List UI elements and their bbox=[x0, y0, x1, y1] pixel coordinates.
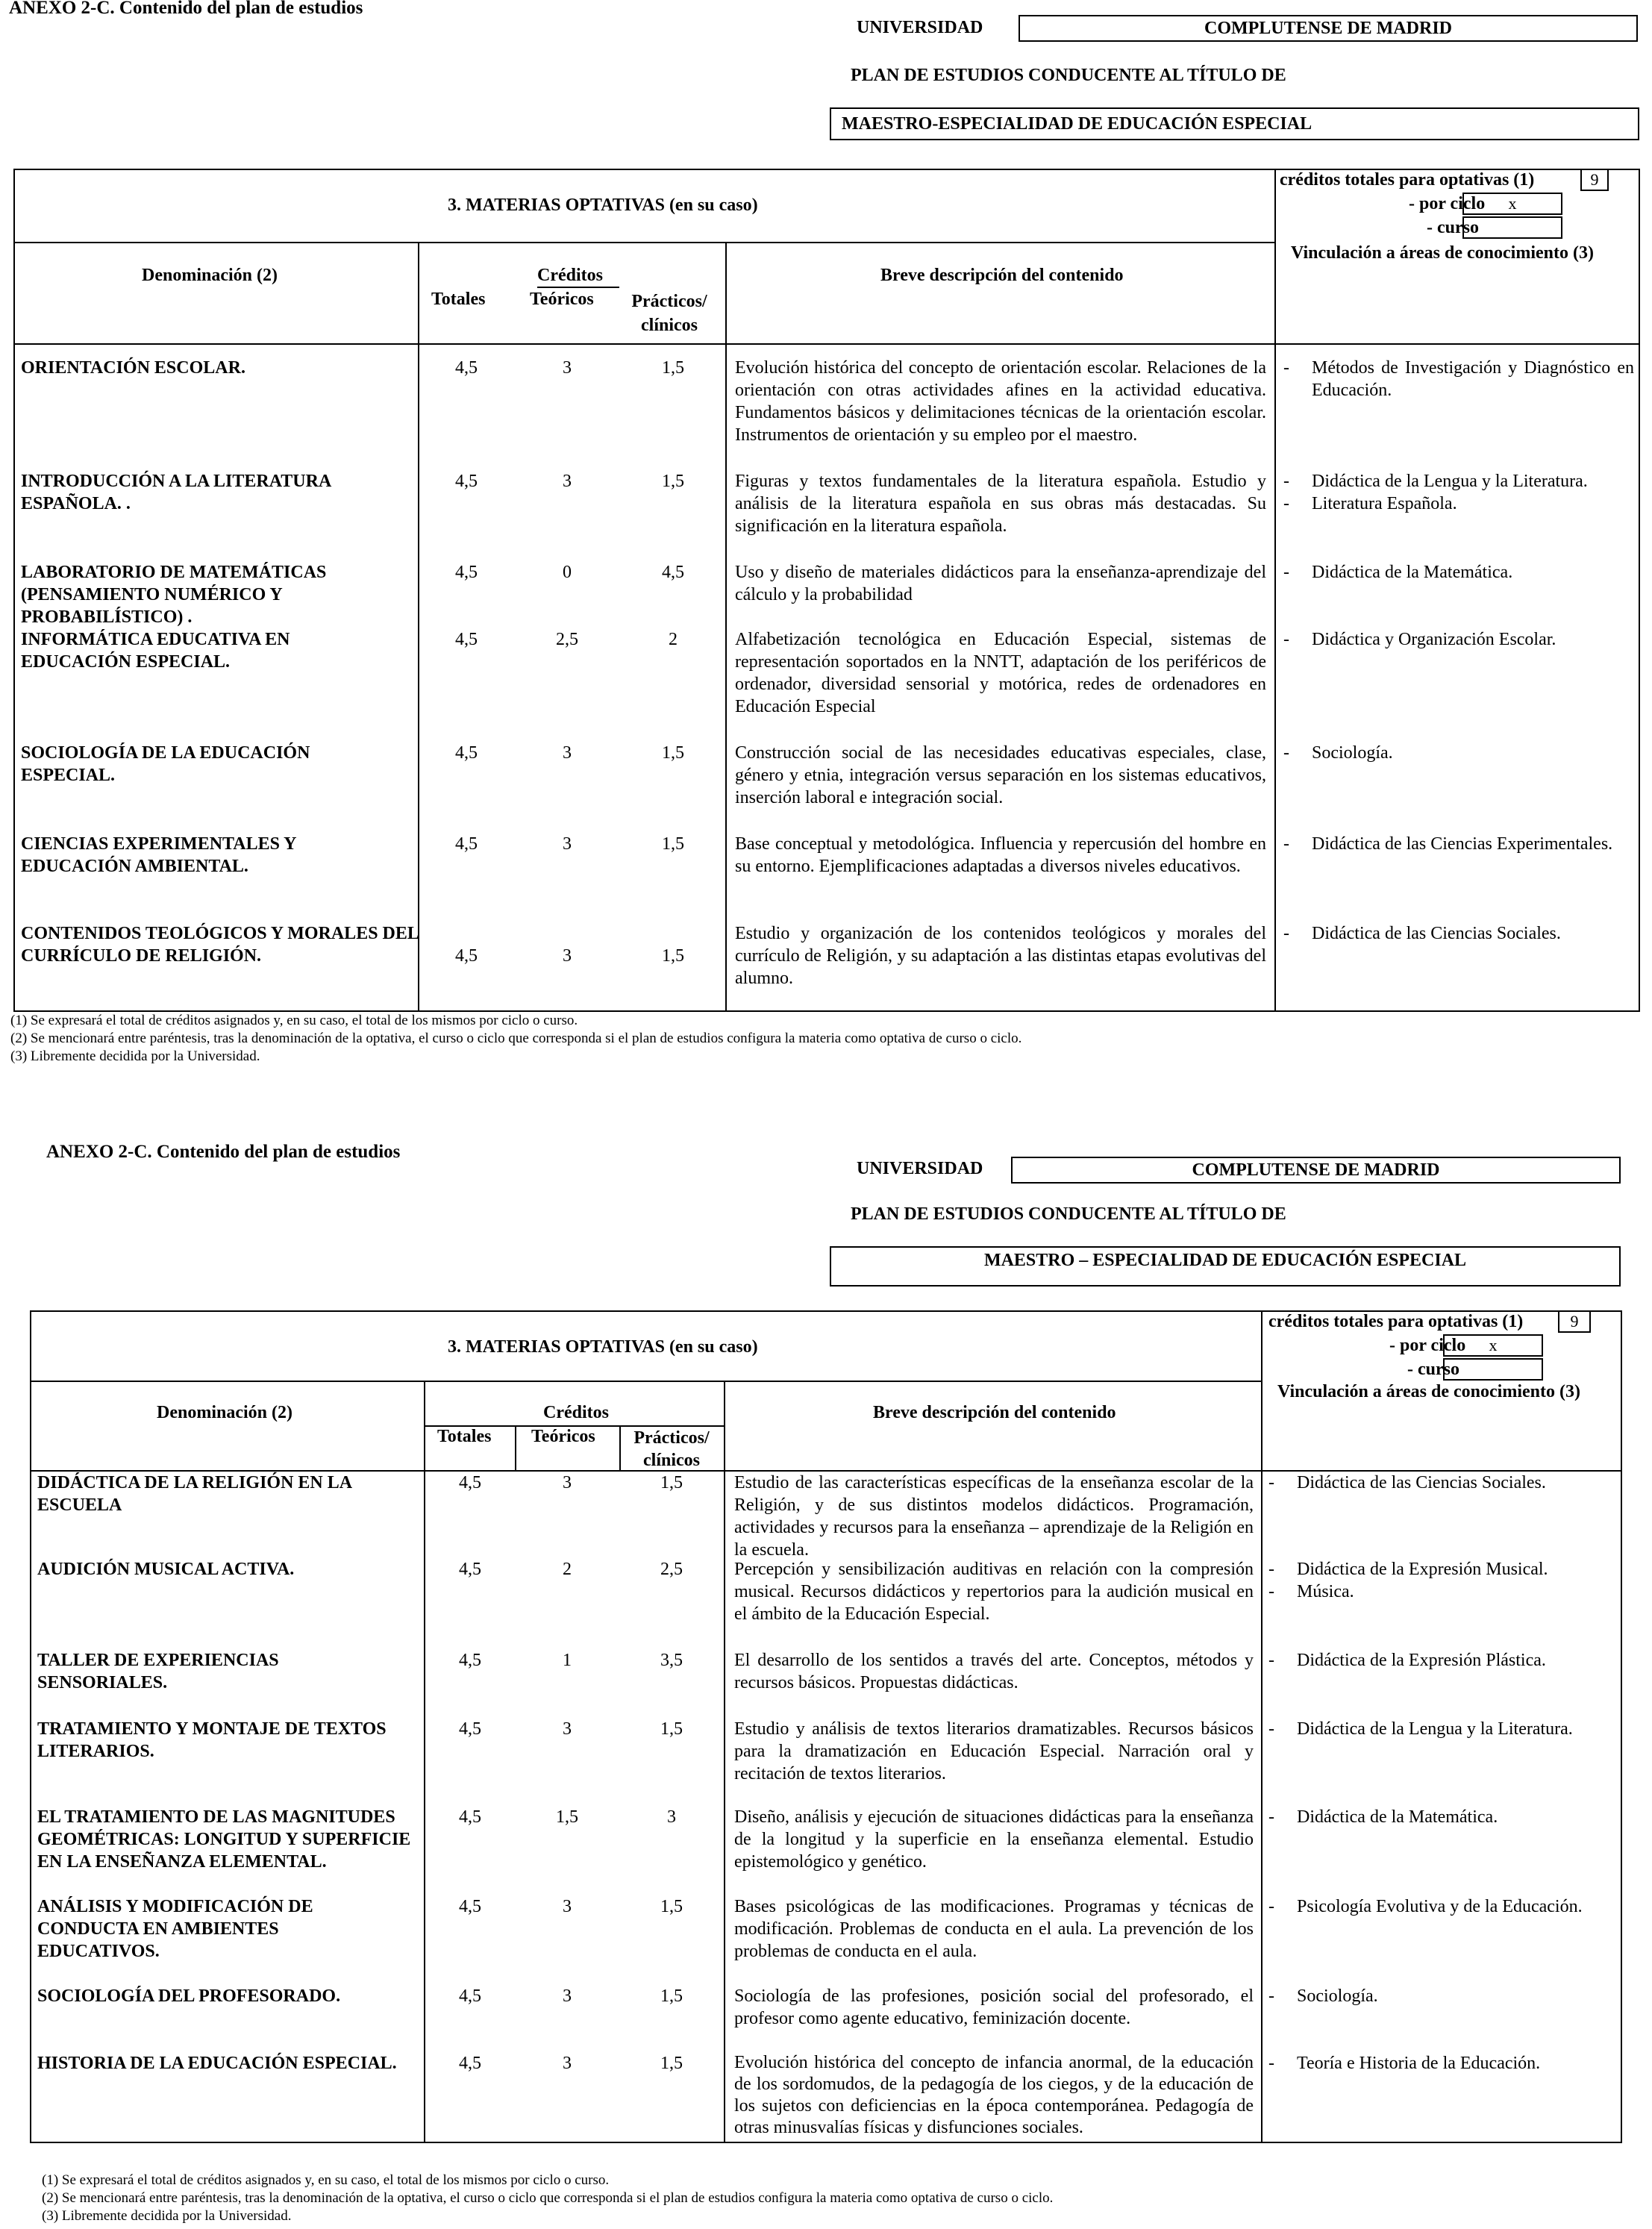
col-teoricos: Teóricos bbox=[531, 1427, 595, 1446]
table-row-description: Diseño, análisis y ejecución de situaciones didácticas para la enseñanza de la longitud y la superficie en la enseñanza elemental. Estudio epistemológico y genético. bbox=[734, 1807, 1254, 1872]
per-course-value bbox=[1462, 216, 1562, 239]
area-text: Didáctica de la Expresión Musical. bbox=[1297, 1560, 1548, 1579]
table-row-teoricos: 3 bbox=[563, 1986, 572, 2006]
area-text: Didáctica de la Lengua y la Literatura. bbox=[1312, 472, 1588, 491]
table-row-totales: 4,5 bbox=[459, 1651, 481, 1670]
credits-total-label: créditos totales para optativas (1) bbox=[1268, 1312, 1524, 1331]
table-row-name: INTRODUCCIÓN A LA LITERATURA ESPAÑOLA. . bbox=[21, 472, 331, 513]
table-row-teoricos: 3 bbox=[563, 1473, 572, 1492]
footnote: (2) Se mencionará entre paréntesis, tras la denominación de la optativa, el curso o ciclo que corresponda si el plan de estudios configura la materia como optativa de curso o ciclo. bbox=[10, 1031, 1022, 1046]
table-row-practicos: 3 bbox=[667, 1807, 676, 1827]
col-practicos: Prácticos/ clínicos bbox=[633, 1428, 710, 1470]
table-row-description: Bases psicológicas de las modificaciones. Programas y técnicas de modificación. Problemas de conducta en el aula. La prevención de los problemas de conducta en el aula. bbox=[734, 1897, 1254, 1961]
area-text: Didáctica de la Matemática. bbox=[1312, 563, 1513, 582]
col-denominacion: Denominación (2) bbox=[157, 1403, 292, 1422]
area-text: Teoría e Historia de la Educación. bbox=[1297, 2054, 1541, 2073]
footnotes bbox=[42, 2172, 1624, 2225]
area-text: Sociología. bbox=[1297, 1986, 1378, 2006]
col-descripcion: Breve descripción del contenido bbox=[873, 1403, 1116, 1422]
table-row-practicos: 3,5 bbox=[660, 1651, 683, 1670]
table-row-teoricos: 3 bbox=[563, 834, 572, 854]
table-row-teoricos: 3 bbox=[563, 1897, 572, 1916]
table-row-teoricos: 1,5 bbox=[556, 1807, 578, 1827]
table-row-practicos: 4,5 bbox=[662, 563, 684, 582]
table-row-totales: 4,5 bbox=[459, 2054, 481, 2073]
table-row-totales: 4,5 bbox=[455, 834, 478, 854]
table-row-teoricos: 3 bbox=[563, 358, 572, 378]
col-totales: Totales bbox=[437, 1427, 492, 1446]
table-row-teoricos: 2,5 bbox=[556, 630, 578, 649]
table-row-area: - Didáctica y Organización Escolar. bbox=[1283, 628, 1634, 651]
table-row-totales: 4,5 bbox=[455, 743, 478, 763]
col-creditos: Créditos bbox=[537, 266, 603, 285]
area-text: Métodos de Investigación y Diagnóstico en Educación. bbox=[1312, 358, 1634, 400]
table-row-description: Estudio de las características específicas de la enseñanza escolar de la Religión, y de sus distintos modelos didácticos. Programación, actividades y recursos para la enseñanza – aprendizaje de la Religión en la escuela. bbox=[734, 1473, 1254, 1560]
table-row-area: - Didáctica de las Ciencias Experimentales. bbox=[1283, 833, 1634, 855]
section-title: 3. MATERIAS OPTATIVAS (en su caso) bbox=[448, 1337, 758, 1357]
table-row-name: SOCIOLOGÍA DEL PROFESORADO. bbox=[37, 1986, 341, 2006]
table-row-description: Uso y diseño de materiales didácticos para la enseñanza-aprendizaje del cálculo y la probabilidad bbox=[735, 563, 1266, 604]
table-row-description: Sociología de las profesiones, posición social del profesorado, el profesor como agente educativo, feminización docente. bbox=[734, 1986, 1254, 2028]
table-row-area: - Didáctica de las Ciencias Sociales. bbox=[1283, 922, 1634, 945]
table-row-area: - Psicología Evolutiva y de la Educación. bbox=[1268, 1895, 1618, 1918]
area-text: Música. bbox=[1297, 1582, 1354, 1601]
area-text: Didáctica de las Ciencias Sociales. bbox=[1297, 1473, 1546, 1492]
credits-total-value: 9 bbox=[1558, 1310, 1591, 1333]
degree-box: MAESTRO – ESPECIALIDAD DE EDUCACIÓN ESPECIAL bbox=[830, 1246, 1621, 1287]
table-row-description: Figuras y textos fundamentales de la literatura española. Estudio y análisis de la literatura española en sus obras más destacadas. Su significación en la literatura española. bbox=[735, 472, 1266, 536]
per-cycle-label: - por ciclo bbox=[1409, 194, 1486, 213]
table-row-totales: 4,5 bbox=[459, 1807, 481, 1827]
table-row-name: CIENCIAS EXPERIMENTALES Y EDUCACIÓN AMBIENTAL. bbox=[21, 834, 296, 876]
university-label: UNIVERSIDAD bbox=[857, 1159, 983, 1178]
table-row-practicos: 1,5 bbox=[660, 1986, 683, 2006]
table-row-description: Alfabetización tecnológica en Educación Especial, sistemas de representación soportados en la NNTT, adaptación de los periféricos de ordenador, diversidad sensorial y motórica, redes de ordenadores en Educación Especial bbox=[735, 630, 1266, 716]
table-row-practicos: 1,5 bbox=[660, 1473, 683, 1492]
area-text: Didáctica de la Lengua y la Literatura. bbox=[1297, 1719, 1573, 1739]
table-row-area: - Sociología. bbox=[1268, 1985, 1618, 2007]
table-row-name: ANÁLISIS Y MODIFICACIÓN DE CONDUCTA EN AMBIENTES EDUCATIVOS. bbox=[37, 1897, 313, 1961]
table-row-practicos: 2 bbox=[669, 630, 678, 649]
table-row-description: Base conceptual y metodológica. Influencia y repercusión del hombre en su entorno. Ejemplificaciones adaptadas a diversos niveles educativos. bbox=[735, 834, 1266, 876]
table-row-area: - Didáctica de la Matemática. bbox=[1268, 1806, 1618, 1828]
table-row-practicos: 1,5 bbox=[662, 472, 684, 491]
document-page-1 bbox=[0, 0, 1652, 1075]
table-row-teoricos: 3 bbox=[563, 472, 572, 491]
plan-title: PLAN DE ESTUDIOS CONDUCENTE AL TÍTULO DE bbox=[851, 1204, 1286, 1224]
col-vinculacion: Vinculación a áreas de conocimiento (3) bbox=[1277, 1382, 1580, 1401]
table-row-totales: 4,5 bbox=[459, 1560, 481, 1579]
table-row-name: HISTORIA DE LA EDUCACIÓN ESPECIAL. bbox=[37, 2054, 397, 2073]
table-row-area: - Didáctica de las Ciencias Sociales. bbox=[1268, 1472, 1618, 1494]
table-row-description: Estudio y organización de los contenidos teológicos y morales del currículo de Religión, y su adaptación a las distintas etapas evolutivas del alumno. bbox=[735, 924, 1266, 988]
area-text: Didáctica y Organización Escolar. bbox=[1312, 630, 1556, 649]
table-row-teoricos: 1 bbox=[563, 1651, 572, 1670]
table-row-description: Evolución histórica del concepto de orientación escolar. Relaciones de la orientación con otras actividades afines en la actividad educativa. Fundamentos básicos y delimitaciones técnicas de la orientación escolar. Instrumentos de orientación y su empleo por el maestro. bbox=[735, 358, 1266, 445]
table-row-name: EL TRATAMIENTO DE LAS MAGNITUDES GEOMÉTRICAS: LONGITUD Y SUPERFICIE EN LA ENSEÑANZA ELEMENTAL. bbox=[37, 1807, 411, 1872]
table-row-area: - Didáctica de la Lengua y la Literatura. bbox=[1268, 1718, 1618, 1740]
table-row-area: - Didáctica de la Matemática. bbox=[1283, 561, 1634, 584]
table-row-practicos: 1,5 bbox=[662, 743, 684, 763]
col-vinculacion: Vinculación a áreas de conocimiento (3) bbox=[1291, 243, 1594, 263]
footnote: (2) Se mencionará entre paréntesis, tras la denominación de la optativa, el curso o ciclo que corresponda si el plan de estudios configura la materia como optativa de curso o ciclo. bbox=[42, 2190, 1054, 2206]
section-title: 3. MATERIAS OPTATIVAS (en su caso) bbox=[448, 196, 758, 215]
document-page-2 bbox=[0, 1142, 1652, 2229]
table-row-totales: 4,5 bbox=[455, 358, 478, 378]
annex-title: ANEXO 2-C. Contenido del plan de estudios bbox=[9, 0, 363, 18]
table-row-area: - Didáctica de la Lengua y la Literatura. bbox=[1283, 470, 1634, 493]
table-row-area: - Didáctica de la Expresión Musical. bbox=[1268, 1558, 1618, 1581]
table-row-totales: 4,5 bbox=[459, 1986, 481, 2006]
table-row-area: - Música. bbox=[1268, 1581, 1618, 1603]
table-row-practicos: 1,5 bbox=[660, 1897, 683, 1916]
table-row-totales: 4,5 bbox=[459, 1719, 481, 1739]
table-row-area: - Teoría e Historia de la Educación. bbox=[1268, 2052, 1618, 2075]
table-row-name: TRATAMIENTO Y MONTAJE DE TEXTOS LITERARIOS. bbox=[37, 1719, 387, 1761]
area-text: Didáctica de las Ciencias Sociales. bbox=[1312, 924, 1561, 943]
table-row-description: Evolución histórica del concepto de infancia anormal, de la educación de los sordomudos, de la pedagogía de los ciegos, y de la educación de los sujetos con deficiencias en la época contemporánea. Pedagogía de otras minusvalías físicas y disfunciones sociales. bbox=[734, 2053, 1254, 2137]
university-name-box: COMPLUTENSE DE MADRID bbox=[1011, 1157, 1621, 1184]
per-course-label: - curso bbox=[1427, 218, 1479, 237]
table-row-totales: 4,5 bbox=[455, 946, 478, 966]
table-row-name: TALLER DE EXPERIENCIAS SENSORIALES. bbox=[37, 1651, 279, 1692]
per-course-label: - curso bbox=[1407, 1360, 1459, 1379]
credits-total-value: 9 bbox=[1580, 169, 1609, 191]
footnote: (3) Libremente decidida por la Universidad. bbox=[42, 2208, 292, 2224]
table-row-name: CONTENIDOS TEOLÓGICOS Y MORALES DEL CURRÍCULO DE RELIGIÓN. bbox=[21, 924, 419, 966]
table-row-name: DIDÁCTICA DE LA RELIGIÓN EN LA ESCUELA bbox=[37, 1473, 351, 1515]
table-row-area: - Métodos de Investigación y Diagnóstico en Educación. bbox=[1283, 358, 1634, 400]
table-row-practicos: 1,5 bbox=[662, 946, 684, 966]
table-row-name: AUDICIÓN MUSICAL ACTIVA. bbox=[37, 1560, 295, 1579]
table-row-description: El desarrollo de los sentidos a través del arte. Conceptos, métodos y recursos básicos. Propuestas didácticas. bbox=[734, 1651, 1254, 1692]
university-name-box: COMPLUTENSE DE MADRID bbox=[1019, 15, 1638, 42]
footnote: (1) Se expresará el total de créditos asignados y, en su caso, el total de los mismos por ciclo o curso. bbox=[42, 2172, 610, 2188]
table-row-totales: 4,5 bbox=[455, 630, 478, 649]
table-row-name: INFORMÁTICA EDUCATIVA EN EDUCACIÓN ESPECIAL. bbox=[21, 630, 290, 672]
table-row-description: Construcción social de las necesidades educativas especiales, clase, género y etnia, integración versus separación en los sistemas educativos, inserción laboral e integración social. bbox=[735, 743, 1266, 807]
area-text: Literatura Española. bbox=[1312, 494, 1457, 513]
area-text: Sociología. bbox=[1312, 743, 1393, 763]
table-row-name: ORIENTACIÓN ESCOLAR. bbox=[21, 358, 245, 378]
table-row-practicos: 1,5 bbox=[662, 358, 684, 378]
table-row-teoricos: 3 bbox=[563, 743, 572, 763]
col-practicos: Prácticos/ clínicos bbox=[631, 292, 707, 335]
table-row-totales: 4,5 bbox=[455, 563, 478, 582]
table-row-totales: 4,5 bbox=[459, 1897, 481, 1916]
table-row-practicos: 1,5 bbox=[662, 834, 684, 854]
footnote: (1) Se expresará el total de créditos asignados y, en su caso, el total de los mismos por ciclo o curso. bbox=[10, 1013, 578, 1028]
table-row-teoricos: 0 bbox=[563, 563, 572, 582]
area-text: Didáctica de las Ciencias Experimentales. bbox=[1312, 834, 1613, 854]
credits-total-label: créditos totales para optativas (1) bbox=[1280, 170, 1535, 190]
table-row-practicos: 2,5 bbox=[660, 1560, 683, 1579]
table-row-area: - Sociología. bbox=[1283, 742, 1634, 764]
col-denominacion: Denominación (2) bbox=[142, 266, 278, 285]
table-row-description: Estudio y análisis de textos literarios dramatizables. Recursos básicos para la dramatización en Educación Especial. Narración oral y recitación de textos literarios. bbox=[734, 1719, 1254, 1783]
table-row-name: SOCIOLOGÍA DE LA EDUCACIÓN ESPECIAL. bbox=[21, 743, 310, 785]
per-course-value bbox=[1443, 1358, 1543, 1381]
plan-title: PLAN DE ESTUDIOS CONDUCENTE AL TÍTULO DE bbox=[851, 66, 1286, 85]
table-row-description: Percepción y sensibilización auditivas en relación con la compresión musical. Recursos didácticos y repertorios para la audición musical en el ámbito de la Educación Especial. bbox=[734, 1560, 1254, 1624]
annex-title: ANEXO 2-C. Contenido del plan de estudios bbox=[46, 1142, 401, 1162]
degree-box: MAESTRO-ESPECIALIDAD DE EDUCACIÓN ESPECIAL bbox=[830, 107, 1639, 140]
table-row-totales: 4,5 bbox=[455, 472, 478, 491]
university-label: UNIVERSIDAD bbox=[857, 18, 983, 37]
table-row-teoricos: 2 bbox=[563, 1560, 572, 1579]
col-totales: Totales bbox=[431, 290, 486, 309]
table-row-totales: 4,5 bbox=[459, 1473, 481, 1492]
area-text: Psicología Evolutiva y de la Educación. bbox=[1297, 1897, 1583, 1916]
area-text: Didáctica de la Matemática. bbox=[1297, 1807, 1498, 1827]
table-row-teoricos: 3 bbox=[563, 2054, 572, 2073]
col-teoricos: Teóricos bbox=[530, 290, 594, 309]
per-cycle-label: - por ciclo bbox=[1389, 1336, 1466, 1355]
table-row-area: - Didáctica de la Expresión Plástica. bbox=[1268, 1649, 1618, 1672]
per-cycle-value: x bbox=[1443, 1334, 1543, 1357]
per-cycle-value: x bbox=[1462, 193, 1562, 215]
col-descripcion: Breve descripción del contenido bbox=[880, 266, 1124, 285]
area-text: Didáctica de la Expresión Plástica. bbox=[1297, 1651, 1546, 1670]
footnotes bbox=[10, 1012, 1637, 1066]
table-row-name: LABORATORIO DE MATEMÁTICAS (PENSAMIENTO NUMÉRICO Y PROBABILÍSTICO) . bbox=[21, 563, 327, 627]
table-row-teoricos: 3 bbox=[563, 1719, 572, 1739]
table-row-practicos: 1,5 bbox=[660, 1719, 683, 1739]
table-row-teoricos: 3 bbox=[563, 946, 572, 966]
table-row-area: - Literatura Española. bbox=[1283, 493, 1634, 515]
table-row-practicos: 1,5 bbox=[660, 2054, 683, 2073]
footnote: (3) Libremente decidida por la Universidad. bbox=[10, 1048, 260, 1064]
col-creditos: Créditos bbox=[543, 1403, 609, 1422]
